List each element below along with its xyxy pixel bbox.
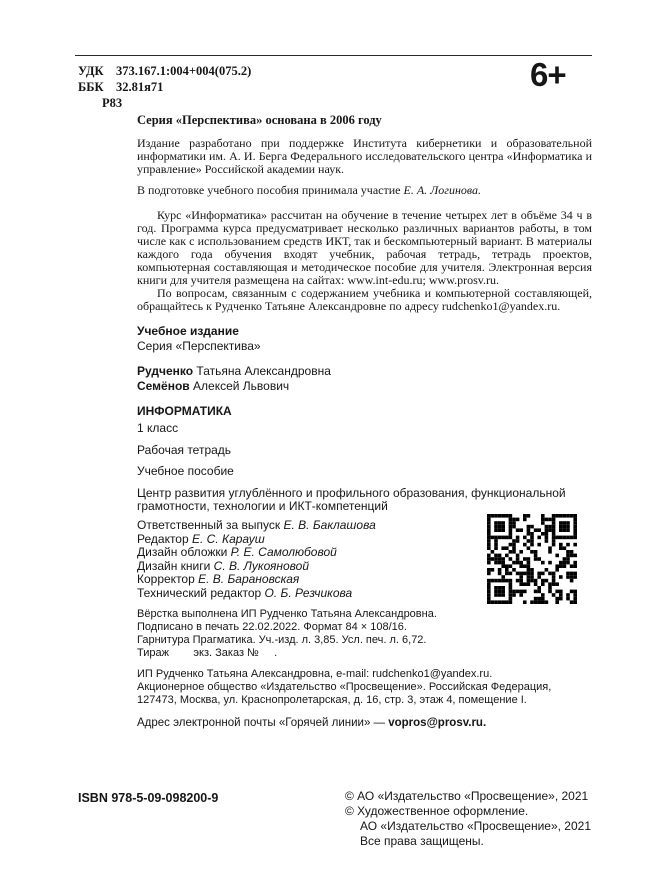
participation-name: Е. А. Логинова. (403, 183, 482, 197)
intro-section (137, 114, 592, 313)
book-code: Р83 (102, 96, 123, 110)
course-paragraph: Курс «Информатика» рассчитан на обучение в течение четырех лет в объёме 34 ч в год. Программа курса предусматривает несколько различных вариантов работы, в том числе как с использованием средств ИКТ, так и бескомпьютерный вариант. В материалы каждого года обучения входят учебник, рабочая тетрадь, тетрадь проектов, компьютерная составляющая и методическое пособие для учителя. Электронная версия книги для учителя размещена на сайтах: www.int-edu.ru; www.prosv.ru. (137, 208, 592, 287)
udk-value: 373.167.1:004+004(075.2) (116, 64, 252, 78)
author-lastname: Рудченко (137, 364, 194, 378)
staff-name: Е. С. Карауш (192, 531, 265, 546)
center-line: Центр развития углублённого и профильного образования, функциональной грамотности, технологии и ИКТ-компетенций (137, 486, 566, 513)
series-note: Серия «Перспектива» основана в 2006 году (137, 113, 382, 127)
isbn: ISBN 978-5-09-098200-9 (78, 791, 219, 805)
staff-row (137, 546, 467, 560)
hotline-email: vopros@prosv.ru. (388, 717, 487, 729)
copyright-line: © Художественное оформление. (345, 804, 529, 818)
author-firstname: Алексей Львович (189, 379, 290, 393)
bbk-line (78, 79, 251, 95)
support-paragraph: Издание разработано при поддержке Института кибернетики и образовательной информатики им. А. И. Берга Федерального исследовательского центра «Информатика и управление» Российской академии наук. (137, 136, 592, 176)
edition-kind: Учебное пособие (137, 464, 234, 478)
classification-codes (78, 63, 251, 111)
authors (137, 365, 592, 393)
participation-prefix: В подготовке учебного пособия принимала участие (137, 183, 404, 197)
publisher-block (137, 668, 587, 707)
edition-type: Учебное издание (137, 324, 239, 338)
bbk-value: 32.81я71 (116, 80, 164, 94)
staff-role: Дизайн книги (137, 558, 214, 573)
staff-list (137, 519, 467, 600)
author-lastname: Семёнов (137, 379, 190, 393)
author-line (137, 380, 592, 393)
staff-name: Е. В. Баклашова (283, 518, 376, 532)
staff-name: С. В. Лукояновой (213, 558, 310, 573)
staff-name: Р. Е. Самолюбовой (230, 545, 337, 559)
grade: 1 класс (137, 421, 179, 435)
staff-name: О. Б. Резчикова (264, 585, 353, 600)
hotline-prefix: Адрес электронной почты «Горячей линии» — (137, 717, 389, 729)
participation-line (137, 184, 592, 197)
top-divider (75, 55, 592, 56)
publisher-line: ИП Рудченко Татьяна Александровна, e-mail: rudchenko1@yandex.ru. (137, 668, 493, 680)
print-details-line: Подписано в печать 22.02.2022. Формат 84 × 108/16. (137, 621, 407, 633)
staff-row (137, 533, 467, 547)
bbk-label: ББК (78, 80, 104, 94)
udk-label: УДК (78, 64, 104, 78)
staff-row (137, 573, 467, 587)
staff-role: Ответственный за выпуск (137, 518, 284, 532)
print-details-line: Тираж экз. Заказ № . (137, 647, 278, 659)
staff-role: Корректор (137, 572, 199, 586)
age-rating-badge: 6+ (530, 56, 566, 93)
staff-row (137, 560, 467, 574)
author-firstname: Татьяна Александровна (193, 364, 331, 378)
copyright-line: АО «Издательство «Просвещение», 2021 (360, 819, 592, 833)
edition-series: Серия «Перспектива» (137, 339, 261, 353)
publisher-line: Акционерное общество «Издательство «Просвещение». Российская Федерация, 127473, Москва, ул. Краснопролетарская, д. 16, стр. 3, этаж 4, помещение I. (137, 681, 552, 706)
book-title: ИНФОРМАТИКА (137, 404, 232, 418)
print-details-line: Гарнитура Прагматика. Уч.-изд. л. 3,85. Усл. печ. л. 6,72. (137, 634, 427, 646)
udk-line (78, 63, 251, 79)
print-details-line: Вёрстка выполнена ИП Рудченко Татьяна Александровна. (137, 608, 437, 620)
author-line (137, 365, 592, 378)
print-details (137, 608, 592, 660)
book-subtitle: Рабочая тетрадь (137, 443, 232, 457)
qr-code (487, 514, 577, 604)
copyright-block (345, 789, 591, 849)
staff-row (137, 519, 467, 533)
contact-paragraph: По вопросам, связанным с содержанием учебника и компьютерной составляющей, обращайтесь к Рудченко Татьяне Александровне по адресу rudchenko1@yandex.ru. (137, 286, 592, 313)
copyright-line: Все права защищены. (360, 834, 484, 848)
copyright-line: © АО «Издательство «Просвещение», 2021 (345, 789, 589, 803)
hotline-line (137, 717, 592, 730)
staff-role: Редактор (137, 531, 192, 546)
staff-role: Технический редактор (137, 585, 265, 600)
staff-name: Е. В. Барановская (198, 572, 300, 586)
staff-role: Дизайн обложки (137, 545, 231, 559)
staff-row (137, 587, 467, 601)
